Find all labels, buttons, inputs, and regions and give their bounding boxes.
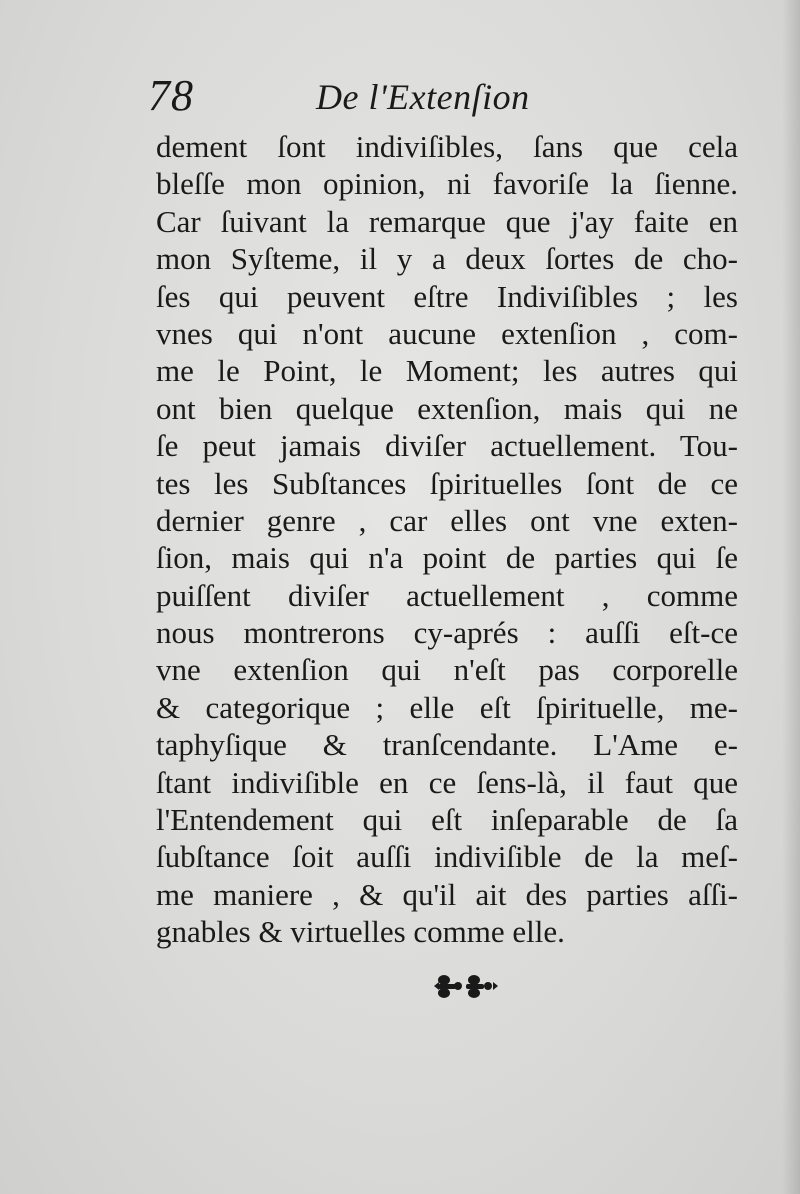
text-line: me le Point, le Moment; les autres qui (156, 353, 738, 389)
text-line: ſes qui peuvent eſtre Indiviſibles ; les (156, 278, 738, 314)
text-line: ont bien quelque extenſion, mais qui ne (156, 390, 738, 426)
page-edge-shadow (782, 0, 800, 1194)
text-line: Car ſuivant la remarque que j'ay faite en (156, 203, 738, 239)
text-line: dernier genre , car elles ont vne exten- (156, 502, 738, 538)
text-line: tes les Subſtances ſpirituelles ſont de ce (156, 465, 738, 501)
page-number: 78 (148, 71, 194, 120)
text-line: taphyſique & tranſcendante. L'Ame e- (156, 727, 738, 763)
text-line: dement ſont indiviſibles, ſans que cela (156, 129, 738, 164)
text-line: & categorique ; elle eſt ſpirituelle, me- (156, 689, 738, 725)
text-line: me maniere , & qu'il ait des parties aſſi- (156, 876, 738, 912)
running-title: De l'Extenſion (316, 77, 530, 117)
text-line: nous montrerons cy-aprés : auſſi eſt-ce (156, 615, 738, 651)
text-line: l'Entendement qui eſt inſeparable de ſa (156, 802, 738, 838)
text-line: vnes qui n'ont aucune extenſion , com- (156, 315, 738, 351)
page-header (148, 70, 728, 126)
text-line: ſubſtance ſoit auſſi indiviſible de la meſ- (156, 839, 738, 875)
text-line: mon Syſteme, il y a deux ſortes de cho- (156, 241, 738, 277)
text-line: gnables & virtuelles comme elle. (156, 914, 565, 950)
text-line: vne extenſion qui n'eſt pas corporelle (156, 652, 738, 688)
fleuron-ornament-icon (430, 968, 502, 1004)
text-line: bleſſe mon opinion, ni favoriſe la ſienne. (156, 166, 738, 202)
text-line: ſtant indiviſible en ce ſens-là, il faut que (156, 764, 738, 800)
body-text (156, 128, 738, 951)
text-line: ſion, mais qui n'a point de parties qui ſe (156, 540, 738, 576)
text-line: puiſſent diviſer actuellement , comme (156, 577, 738, 613)
text-line: ſe peut jamais diviſer actuellement. Tou- (156, 428, 738, 464)
